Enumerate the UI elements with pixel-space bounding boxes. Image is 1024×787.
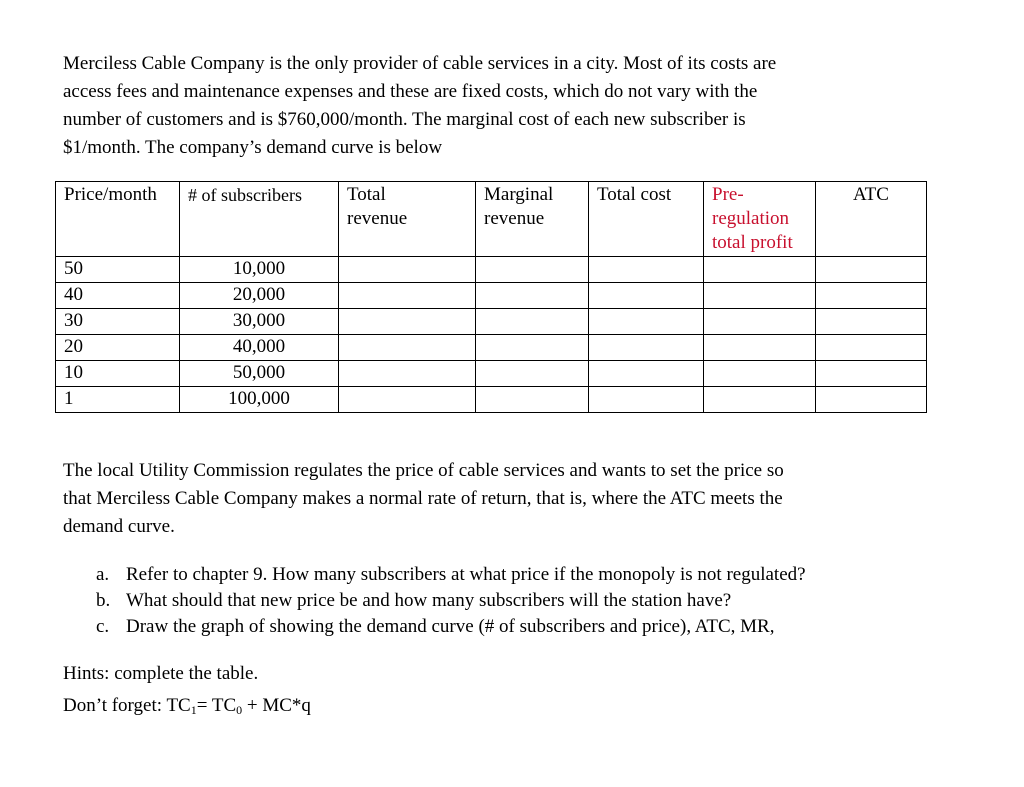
table-row [56, 361, 927, 387]
demand-cost-table [55, 181, 927, 413]
question-label: a. [96, 564, 110, 585]
cell-empty[interactable] [339, 309, 476, 335]
header-total-revenue-line2: revenue [347, 208, 408, 229]
cell-empty[interactable] [476, 361, 589, 387]
commission-line: The local Utility Commission regulates the price of cable services and wants to set the price so [63, 460, 784, 481]
cell-price: 30 [56, 309, 180, 335]
header-marginal-revenue [476, 182, 589, 257]
question-text: What should that new price be and how many subscribers will the station have? [126, 590, 732, 611]
cell-empty[interactable] [339, 283, 476, 309]
intro-line: Merciless Cable Company is the only provider of cable services in a city. Most of its costs are [63, 53, 777, 74]
cell-empty[interactable] [589, 283, 704, 309]
cell-empty[interactable] [476, 257, 589, 283]
intro-line: access fees and maintenance expenses and these are fixed costs, which do not vary with the [63, 81, 758, 102]
question-label: c. [96, 616, 110, 637]
question-text: Refer to chapter 9. How many subscribers at what price if the monopoly is not regulated? [126, 564, 806, 585]
header-atc: ATC [816, 182, 927, 257]
cell-empty[interactable] [339, 257, 476, 283]
commission-paragraph [63, 457, 903, 541]
cell-empty[interactable] [816, 335, 927, 361]
cell-empty[interactable] [816, 257, 927, 283]
hint-formula-sub0: 0 [236, 703, 243, 717]
question-item [96, 562, 806, 588]
intro-line: $1/month. The company’s demand curve is below [63, 137, 443, 158]
table-row [56, 309, 927, 335]
cell-empty[interactable] [589, 335, 704, 361]
cell-empty[interactable] [476, 309, 589, 335]
cell-subscribers: 100,000 [180, 387, 339, 413]
cell-empty[interactable] [589, 387, 704, 413]
header-subscribers: # of subscribers [180, 182, 339, 257]
header-total-revenue [339, 182, 476, 257]
table-row [56, 387, 927, 413]
header-marginal-revenue-line1: Marginal [484, 184, 554, 205]
cell-empty[interactable] [816, 283, 927, 309]
table-header-row [56, 182, 927, 257]
cell-empty[interactable] [589, 257, 704, 283]
commission-line: that Merciless Cable Company makes a normal rate of return, that is, where the ATC meets the [63, 488, 783, 509]
question-item [96, 614, 806, 640]
table-row [56, 335, 927, 361]
hint-formula-mid: = TC [196, 695, 237, 716]
cell-empty[interactable] [704, 335, 816, 361]
cell-empty[interactable] [816, 361, 927, 387]
header-pre-regulation-profit [704, 182, 816, 257]
intro-line: number of customers and is $760,000/month. The marginal cost of each new subscriber is [63, 109, 746, 130]
cell-price: 40 [56, 283, 180, 309]
commission-line: demand curve. [63, 516, 175, 537]
cell-subscribers: 20,000 [180, 283, 339, 309]
table-row [56, 283, 927, 309]
hint-formula-sub1: 1 [190, 703, 197, 717]
question-label: b. [96, 590, 111, 611]
cell-empty[interactable] [339, 387, 476, 413]
question-text: Draw the graph of showing the demand curve (# of subscribers and price), ATC, MR, [126, 616, 775, 637]
hint-formula-suffix: + MC*q [242, 695, 311, 716]
table-row [56, 257, 927, 283]
cell-empty[interactable] [476, 387, 589, 413]
header-total-revenue-line1: Total [347, 184, 386, 205]
cell-empty[interactable] [816, 387, 927, 413]
cell-empty[interactable] [704, 387, 816, 413]
cell-subscribers: 50,000 [180, 361, 339, 387]
cell-subscribers: 40,000 [180, 335, 339, 361]
cell-empty[interactable] [704, 257, 816, 283]
hint-complete-table: Hints: complete the table. [63, 663, 259, 684]
cell-empty[interactable] [339, 335, 476, 361]
hint-formula [63, 692, 311, 720]
cell-subscribers: 30,000 [180, 309, 339, 335]
header-price: Price/month [56, 182, 180, 257]
cell-empty[interactable] [589, 309, 704, 335]
cell-empty[interactable] [476, 283, 589, 309]
header-marginal-revenue-line2: revenue [484, 208, 545, 229]
cell-empty[interactable] [704, 361, 816, 387]
header-total-cost: Total cost [589, 182, 704, 257]
cell-empty[interactable] [476, 335, 589, 361]
cell-price: 20 [56, 335, 180, 361]
cell-empty[interactable] [704, 283, 816, 309]
header-pre-regulation-line2: regulation [712, 208, 790, 229]
header-pre-regulation-line3: total profit [712, 232, 793, 253]
cell-price: 50 [56, 257, 180, 283]
header-pre-regulation-line1: Pre- [712, 184, 744, 205]
cell-price: 10 [56, 361, 180, 387]
question-item [96, 588, 806, 614]
cell-empty[interactable] [704, 309, 816, 335]
cell-empty[interactable] [589, 361, 704, 387]
cell-subscribers: 10,000 [180, 257, 339, 283]
intro-paragraph [63, 50, 893, 162]
cell-price: 1 [56, 387, 180, 413]
question-list [96, 562, 806, 640]
hint-formula-prefix: Don’t forget: TC [63, 695, 191, 716]
cell-empty[interactable] [816, 309, 927, 335]
cell-empty[interactable] [339, 361, 476, 387]
